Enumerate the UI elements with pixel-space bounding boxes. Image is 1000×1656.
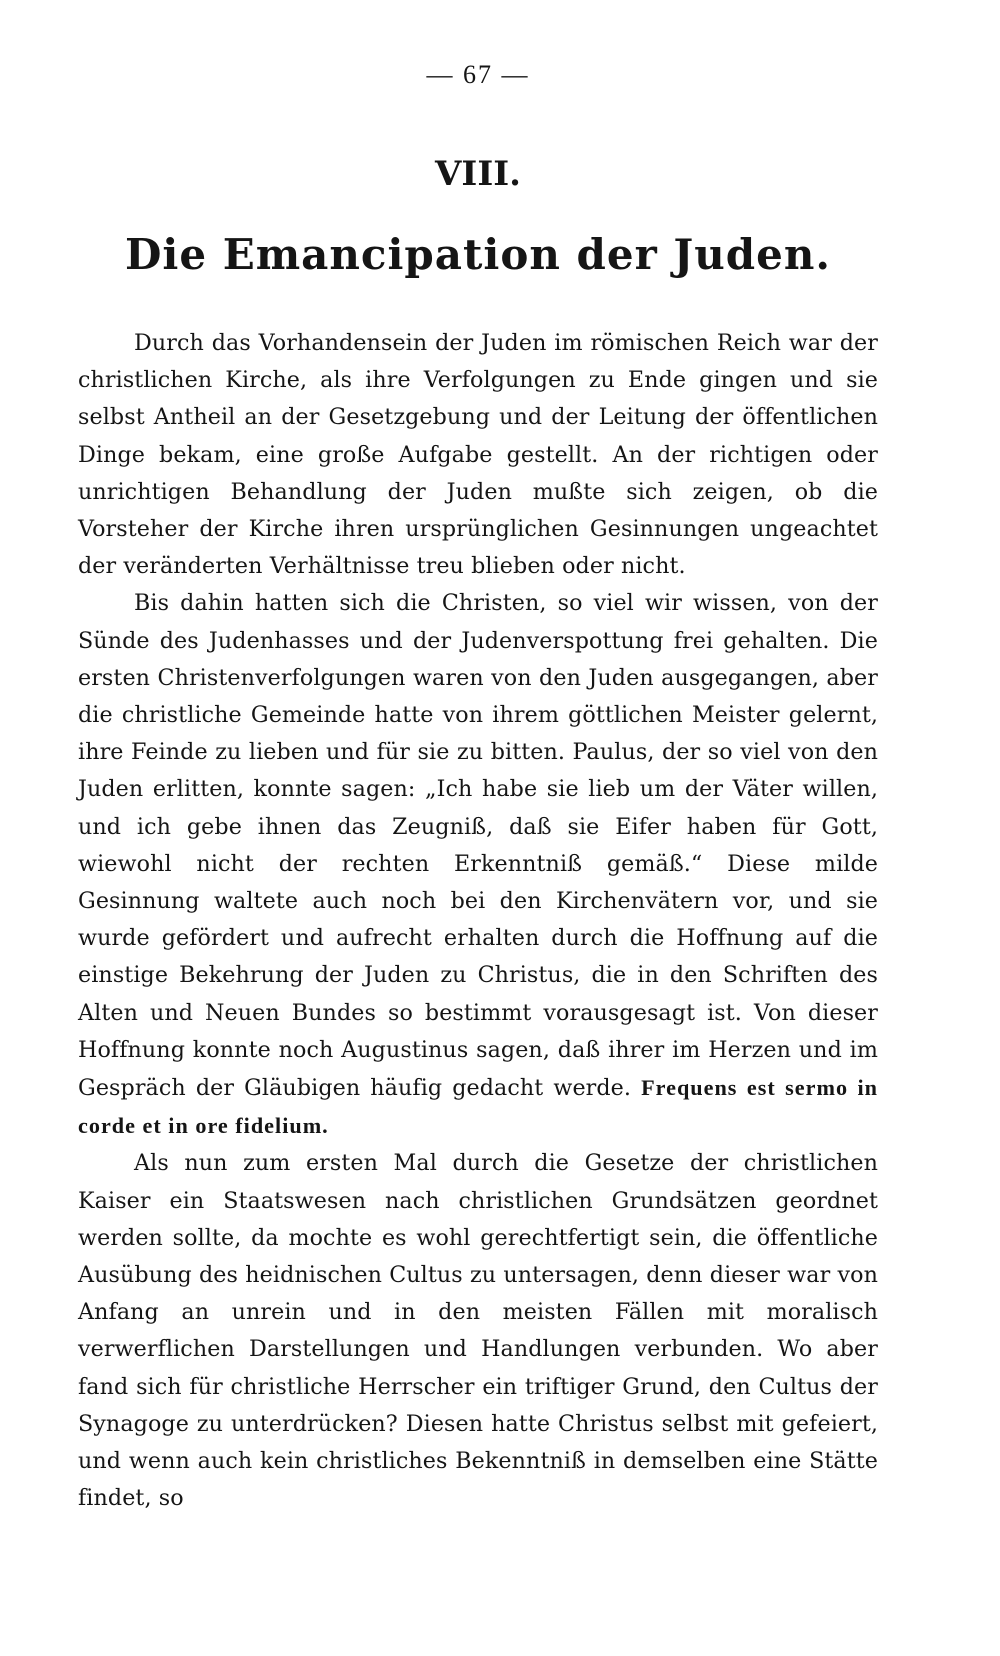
paragraph-2-text: Bis dahin hatten sich die Christen, so viel wir wissen, von der Sünde des Judenhasses und der Judenverspottung frei gehalten. Die ersten Christenverfolgungen waren von den Juden ausgegangen, aber die christliche Gemeinde hatte von ihrem göttlichen Meister gelernt, ihre Feinde zu lieben und für sie zu bitten. Paulus, der so viel von den Juden erlitten, konnte sagen: „Ich habe sie lieb um der Väter willen, und ich gebe ihnen das Zeugniß, daß sie Eifer haben für Gott, wiewohl nicht der rechten Erkenntniß gemäß.“ Diese milde Gesinnung waltete auch noch bei den Kirchenvätern vor, und sie wurde gefördert und aufrecht erhalten durch die Hoffnung auf die einstige Bekehrung der Juden zu Christus, die in den Schriften des Alten und Neuen Bundes so bestimmt vorausgesagt ist. Von dieser Hoffnung konnte noch Augustinus sagen, daß ihrer im Herzen und im Gespräch der Gläubigen häufig gedacht werde. xyxy=(78,590,878,1102)
chapter-number: VIII. xyxy=(435,154,521,194)
paragraph-1 xyxy=(78,325,878,585)
paragraph-1-text: Durch das Vorhandensein der Juden im römischen Reich war der christlichen Kirche, als ihre Verfolgungen zu Ende gingen und sie selbst Antheil an der Gesetzgebung und der Leitung der öffentlichen Dinge bekam, eine große Aufgabe gestellt. An der richtigen oder unrichtigen Behandlung der Juden mußte sich zeigen, ob die Vorsteher der Kirche ihren ursprünglichen Gesinnungen ungeachtet der veränderten Verhältnisse treu blieben oder nicht. xyxy=(78,330,878,580)
chapter-title: Die Emancipation der Juden. xyxy=(124,230,832,279)
latin-quote: Frequens est sermo in corde et in ore fidelium. xyxy=(78,1075,878,1139)
paragraph-3 xyxy=(78,1145,878,1517)
paragraph-2 xyxy=(78,585,878,1145)
page-number: — 67 — xyxy=(426,60,530,89)
book-page xyxy=(78,60,878,1518)
paragraph-3-text: Als nun zum ersten Mal durch die Gesetze der christlichen Kaiser ein Staatswesen nach christlichen Grundsätzen geordnet werden sollte, da mochte es wohl gerechtfertigt sein, die öffentliche Ausübung des heidnischen Cultus zu untersagen, denn dieser war von Anfang an unrein und in den meisten Fällen mit moralisch verwerflichen Darstellungen und Handlungen verbunden. Wo aber fand sich für christliche Herrscher ein triftiger Grund, den Cultus der Synagoge zu unterdrücken? Diesen hatte Christus selbst mit gefeiert, und wenn auch kein christliches Bekenntniß in demselben eine Stätte findet, so xyxy=(78,1150,878,1512)
